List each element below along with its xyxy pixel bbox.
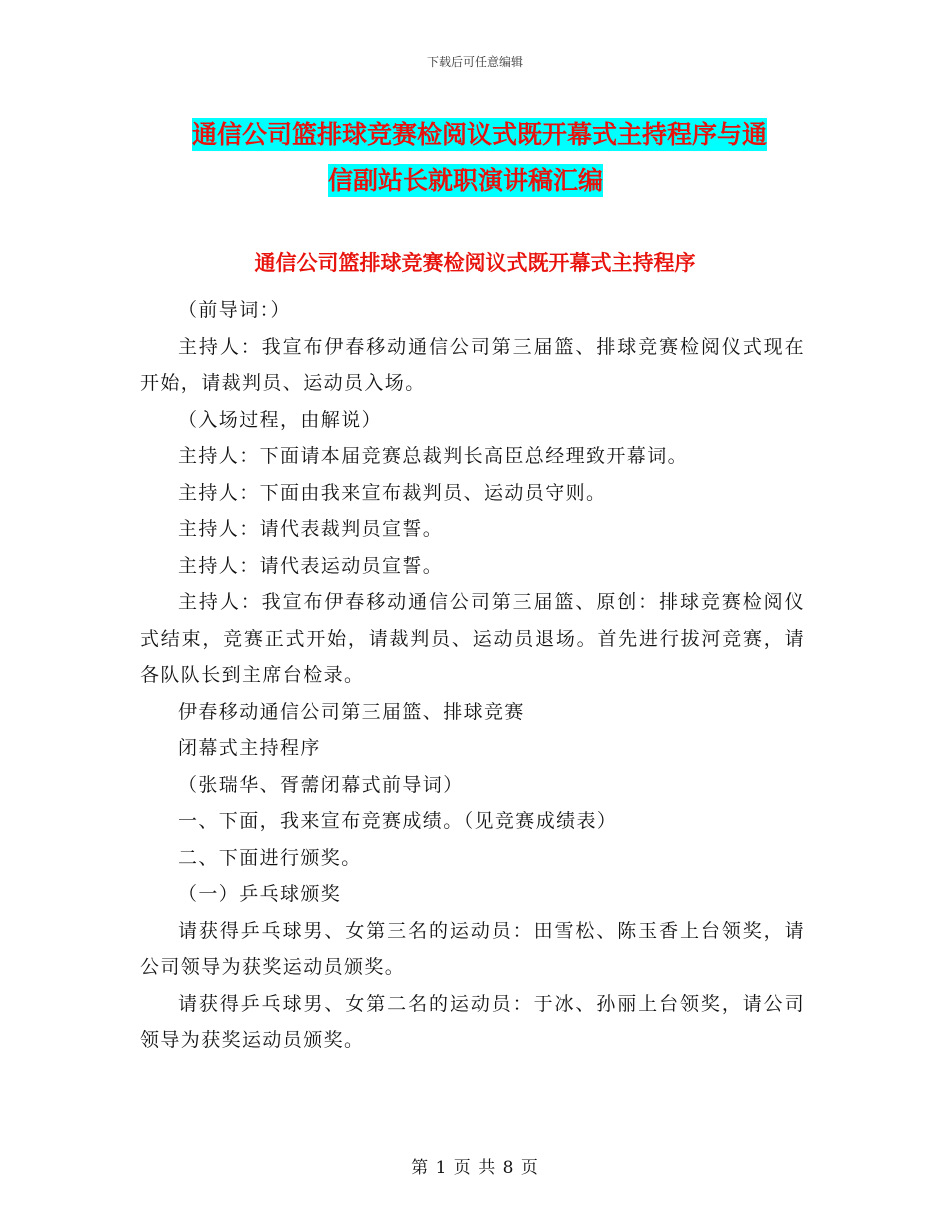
paragraph: 二、下面进行颁奖。 xyxy=(178,846,362,869)
paragraph: 主持人：下面请本届竞赛总裁判长高臣总经理致开幕词。 xyxy=(178,445,689,467)
paragraph: 主持人：我宣布伊春移动通信公司第三届篮、排球竞赛检阅仪式现在开始，请裁判员、运动员入场。 xyxy=(140,335,805,394)
paragraph: 主持人：下面由我来宣布裁判员、运动员守则。 xyxy=(178,481,607,504)
paragraph: 请获得乒乓球男、女第二名的运动员：于冰、孙丽上台领奖，请公司领导为获奖运动员颁奖。 xyxy=(140,992,805,1051)
page-header-note: 下载后可任意编辑 xyxy=(426,55,523,69)
paragraph: 一、下面，我来宣布竞赛成绩。（见竞赛成绩表） xyxy=(178,810,618,832)
document-body xyxy=(140,292,805,1059)
document-title xyxy=(140,112,810,204)
section-title: 通信公司篮排球竞赛检阅议式既开幕式主持程序 xyxy=(254,251,696,275)
paragraph: 主持人：我宣布伊春移动通信公司第三届篮、原创：排球竞赛检阅仪式结束，竞赛正式开始，请裁判员、运动员退场。首先进行拔河竞赛，请各队队长到主席台检录。 xyxy=(140,591,805,686)
paragraph: （入场过程，由解说） xyxy=(178,408,383,431)
paragraph: （一）乒乓球颁奖 xyxy=(178,883,342,905)
document-title-line-1: 通信公司篮排球竞赛检阅议式既开幕式主持程序与通 xyxy=(192,120,768,149)
paragraph: 请获得乒乓球男、女第三名的运动员：田雪松、陈玉香上台领奖，请公司领导为获奖运动员颁奖。 xyxy=(140,919,805,978)
paragraph: （张瑞华、胥薷闭幕式前导词） xyxy=(178,773,464,796)
paragraph: 主持人：请代表运动员宣誓。 xyxy=(178,554,444,577)
paragraph: 闭幕式主持程序 xyxy=(178,737,321,759)
paragraph: 伊春移动通信公司第三届篮、排球竞赛 xyxy=(178,700,525,723)
page-number-footer: 第 1 页 共 8 页 xyxy=(411,1158,539,1178)
document-title-line-2: 信副站长就职演讲稿汇编 xyxy=(328,166,604,195)
paragraph: （前导词：） xyxy=(178,299,291,321)
paragraph: 主持人：请代表裁判员宣誓。 xyxy=(178,518,444,540)
